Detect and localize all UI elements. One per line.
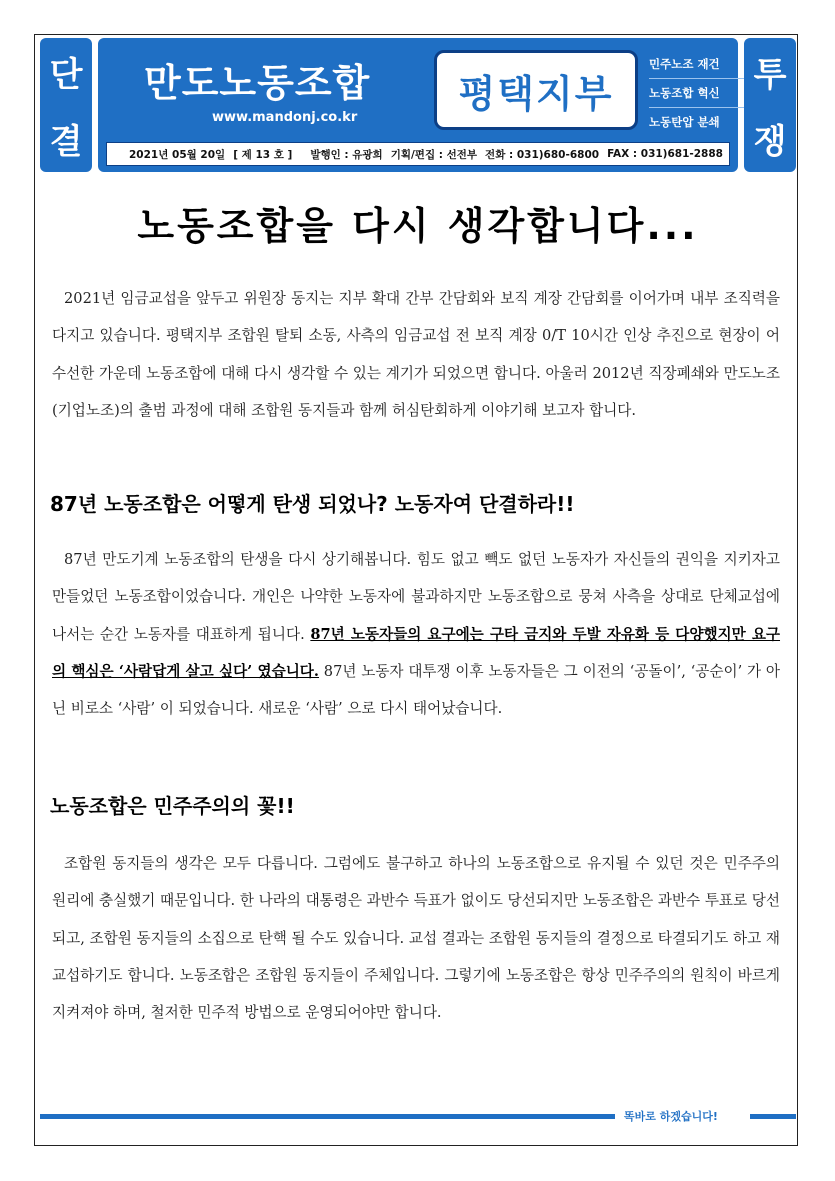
publication-info-bar [106, 142, 730, 166]
slogan-list [649, 50, 744, 136]
footer-motto: 똑바로 하겠습니다! [624, 1110, 718, 1123]
slogan-item: 노동조합 혁신 [649, 79, 744, 108]
footer-rule-left [40, 1114, 615, 1119]
editor: 기획/편집 : 선전부 [390, 148, 478, 161]
slogan-item: 민주노조 재건 [649, 50, 744, 79]
side-left-char-2: 결 [49, 122, 83, 162]
masthead [40, 38, 796, 176]
union-name: 만도노동조합 [144, 61, 371, 105]
section-title-2: 노동조합은 민주주의의 꽃!! [50, 794, 295, 818]
section1-text-before: 87년 만도기계 노동조합의 탄생을 다시 상기해봅니다. 힘도 없고 빽도 없던 노동자가 자신들의 권익을 지키자고 만들었던 노동조합이었습니다. 개인은 나약한 노동자에 불과하지만 노동조합으로 뭉쳐 사측을 상대로 단체교섭에 나서는 순간 노동자를 대표하게 됩니다. [52, 551, 780, 643]
section1-emphasis: 87년 노동자들의 요구에는 구타 금지와 두발 자유화 등 다양했지만 요구의 핵심은 ‘사람답게 살고 싶다’ 였습니다. [52, 625, 781, 680]
slogan-item: 노동탄압 분쇄 [649, 115, 720, 129]
section2-text: 조합원 동지들의 생각은 모두 다릅니다. 그럼에도 불구하고 하나의 노동조합으로 유지될 수 있던 것은 민주주의 원리에 충실했기 때문입니다. 한 나라의 대통령은 과반수 득표가 없이도 당선되지만 노동조합은 과반수 투표로 당선되고, 조합원 동지들의 소집으로 탄핵 될 수도 있습니다. 교섭 결과는 조합원 동지들의 결정으로 타결되기도 하고 재교섭하기도 합니다. 노동조합은 조합원 동지들이 주체입니다. 그렇기에 노동조합은 항상 민주주의의 원칙이 바르게 지켜져야 하며, 철저한 민주적 방법으로 운영되어야만 합니다. [52, 855, 780, 1022]
side-left-char-1: 단 [49, 55, 83, 95]
article-headline: 노동조합을 다시 생각합니다... [137, 204, 699, 248]
publisher: 발행인 : 유광희 [310, 148, 383, 161]
side-block-left [40, 38, 92, 172]
section1-paragraph [52, 541, 780, 727]
fax: FAX : 031)681-2888 [607, 148, 723, 160]
side-block-right [744, 38, 796, 172]
intro-text: 2021년 임금교섭을 앞두고 위원장 동지는 지부 확대 간부 간담회와 보직 계장 간담회를 이어가며 내부 조직력을 다지고 있습니다. 평택지부 조합원 탈퇴 소동, 사측의 임금교섭 전 보직 계장 0/T 10시간 인상 추진으로 현장이 어수선한 가운데 노동조합에 대해 다시 생각할 수 있는 계기가 되었으면 합니다. 아울러 2012년 직장폐쇄와 만도노조(기업노조)의 출범 과정에 대해 조합원 동지들과 함께 허심탄회하게 이야기해 보고자 합니다. [52, 290, 780, 419]
branch-name: 평택지부 [434, 50, 638, 130]
footer-rule-right [750, 1114, 796, 1119]
section1-text-after: 87년 노동자 대투쟁 이후 노동자들은 그 이전의 ‘공돌이’, ‘공순이’ 가 아닌 비로소 ‘사람’ 이 되었습니다. 새로운 ‘사람’ 으로 다시 태어났습니다. [52, 662, 780, 718]
section2-paragraph [52, 845, 780, 1031]
section-title-1: 87년 노동조합은 어떻게 탄생 되었나? 노동자여 단결하라!! [50, 492, 575, 516]
intro-paragraph [52, 280, 780, 429]
issue-number: [ 제 13 호 ] [233, 148, 293, 161]
phone: 전화 : 031)680-6800 [485, 148, 600, 161]
side-right-char-1: 투 [753, 55, 787, 95]
banner [98, 38, 738, 172]
issue-date: 2021년 05월 20일 [129, 148, 226, 161]
side-right-char-2: 쟁 [753, 122, 787, 162]
website-link[interactable]: www.mandonj.co.kr [212, 110, 358, 125]
